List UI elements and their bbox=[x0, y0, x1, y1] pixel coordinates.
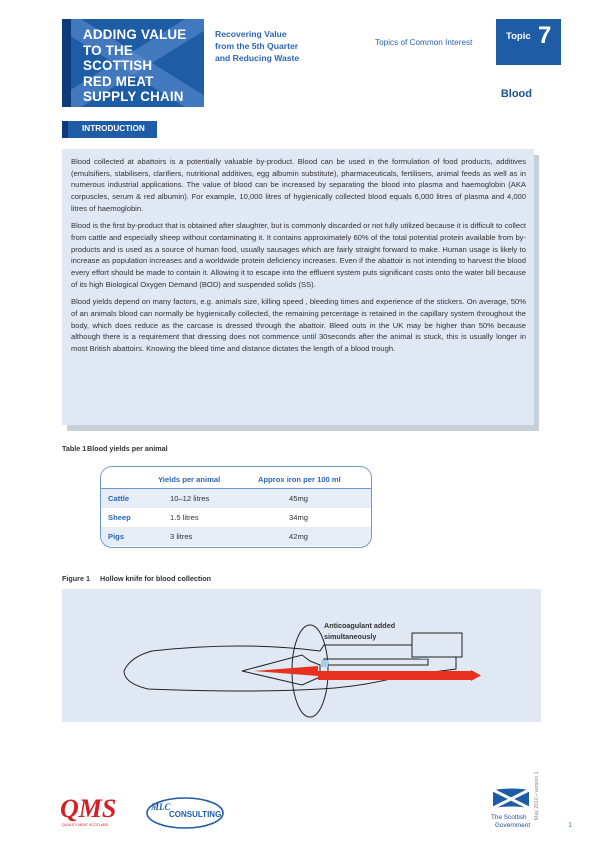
blood-channel-tip bbox=[254, 666, 318, 676]
intro-paragraph: Blood collected at abattoirs is a potentially valuable by-product. Blood can be used in the formulation of food products, additives (emulsifiers, stabilisers, clarifiers, nutritional additives, egg albumin substitute), pharmaceuticals, fertilisers, animal feeds as well as in numerous industrial applications. The value of blood can be increased by separating the blood into plasma and haemoglobin (AKA corpuscles, serum & red albumin). For example, 10,000 litres of hygienically collected blood equals 6,000 litres of plasma and 4,000 litres of haemoglobin. bbox=[71, 157, 526, 213]
blood-yield-table bbox=[100, 466, 372, 548]
blood-channel bbox=[318, 671, 471, 680]
table-cell-iron: 34mg bbox=[289, 513, 308, 522]
figure-caption-number: Figure 1 bbox=[62, 574, 90, 583]
introduction-tab-edge bbox=[62, 121, 68, 138]
topic-word: Topic bbox=[506, 31, 531, 42]
qms-logo-text: QMS bbox=[60, 794, 117, 823]
table-cell-yield: 10–12 litres bbox=[170, 494, 210, 503]
annotation-line: simultaneously bbox=[324, 631, 377, 641]
title-line: ADDING VALUE bbox=[83, 27, 187, 42]
mlc-logo-mark: MLC bbox=[151, 802, 171, 812]
figure-caption bbox=[62, 574, 211, 583]
introduction-heading: INTRODUCTION bbox=[82, 124, 145, 133]
table-header-yield: Yields per animal bbox=[158, 475, 221, 484]
gov-logo-line: Government bbox=[495, 822, 531, 829]
table-cell-iron: 45mg bbox=[289, 494, 308, 503]
table-cell-yield: 3 litres bbox=[170, 532, 193, 541]
table-row bbox=[101, 508, 371, 527]
document-subtitle bbox=[215, 28, 325, 64]
figure-annotation bbox=[324, 621, 424, 642]
table-cell-iron: 42mg bbox=[289, 532, 308, 541]
table-row-label: Cattle bbox=[108, 494, 130, 503]
tube-connector bbox=[321, 660, 328, 667]
mlc-consulting-logo bbox=[145, 796, 225, 830]
qms-logo-tagline: QUALITY MEAT SCOTLAND bbox=[62, 823, 109, 827]
topic-number: 7 bbox=[538, 22, 552, 49]
table-caption bbox=[62, 444, 168, 453]
subtitle-line: and Reducing Waste bbox=[215, 53, 300, 63]
table-caption-number: Table 1 bbox=[62, 444, 87, 453]
introduction-box bbox=[62, 149, 534, 425]
document-title bbox=[83, 27, 203, 105]
figure-caption-text: Hollow knife for blood collection bbox=[100, 574, 212, 583]
title-line: SUPPLY CHAIN bbox=[83, 89, 184, 104]
topics-label: Topics of Common Interest bbox=[375, 38, 473, 47]
table-caption-text: Blood yields per animal bbox=[87, 444, 168, 453]
gov-logo-line: The Scottish bbox=[491, 814, 527, 821]
hollow-knife-diagram bbox=[62, 589, 541, 722]
table-header-iron: Approx iron per 100 ml bbox=[258, 475, 341, 484]
subtitle-line: from the 5th Quarter bbox=[215, 41, 299, 51]
topic-badge bbox=[496, 19, 561, 65]
table-row bbox=[101, 527, 371, 546]
intro-paragraph: Blood is the first by-product that is obtained after slaughter, but is commonly discarded or not fully utilized because it is difficult to collect from cattle and especially sheep without contaminating it. It contains approximately 60% of the total potential protein available from by-products and is used as a source of human food, usually sausages which are fairly straight forward to make. Human usage is likely to increase as population increases and a worldwide protein deficiency increases. Even if the abattoir is not intending to harvest the blood every effort should be made to contain it. Allowing it to escape into the effluent system puts significant costs onto the water bill because of its high Biological Oxygen Demand (BOD) and suspended solids (SS). bbox=[71, 221, 526, 289]
title-line: RED MEAT bbox=[83, 73, 154, 89]
section-title: Blood bbox=[500, 88, 532, 100]
scottish-government-logo bbox=[489, 786, 535, 830]
table-row-label: Sheep bbox=[108, 513, 131, 522]
title-line: TO THE SCOTTISH bbox=[83, 42, 153, 73]
table-header-row bbox=[101, 467, 371, 489]
blood-flow-arrow bbox=[471, 670, 481, 681]
annotation-line: Anticoagulant added bbox=[324, 621, 396, 630]
page-number: 1 bbox=[568, 820, 573, 829]
mlc-logo-text: CONSULTING bbox=[169, 810, 222, 819]
version-note: May 2010 • version 1 bbox=[534, 771, 540, 820]
knife-handle-outline bbox=[124, 645, 456, 691]
intro-paragraph: Blood yields depend on many factors, e.g. animals size, killing speed , bleeding times and experience of the stickers. On average, 50% of an animals blood can normally be hygienically collected, the remaining percentage is retained in the capillary system throughout the body, which does reduce as the carcase is dressed through the abattoir. Bleed outs in the UK may be higher than 50% because although there is a requirement that dressing does not commence until 30seconds after the animal is stuck, this is usually longer in most British abattoirs. Knowing the bleed time and distance dictates the length of a blood trough. bbox=[71, 297, 526, 353]
table-row bbox=[101, 489, 371, 508]
subtitle-line: Recovering Value bbox=[215, 29, 287, 39]
qms-logo bbox=[58, 793, 120, 829]
anticoagulant-tube bbox=[324, 659, 428, 665]
header-banner-edge bbox=[62, 19, 71, 107]
table-cell-yield: 1.5 litres bbox=[170, 513, 199, 522]
table-row-label: Pigs bbox=[108, 532, 125, 541]
